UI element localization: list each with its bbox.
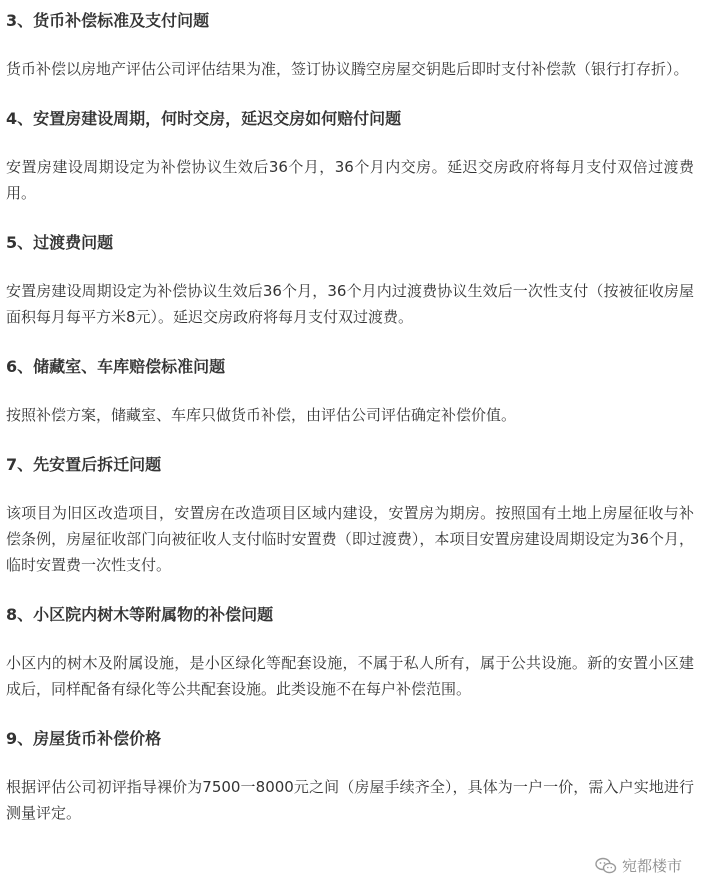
chat-bubble-icon xyxy=(595,857,617,875)
watermark xyxy=(595,855,682,876)
section-body-3: 货币补偿以房地产评估公司评估结果为准，签订协议腾空房屋交钥匙后即时支付补偿款（银行打存折）。 xyxy=(6,60,689,78)
section-body-8: 小区内的树木及附属设施，是小区绿化等配套设施，不属于私人所有，属于公共设施。新的安置小区建成后，同样配备有绿化等公共配套设施。此类设施不在每户补偿范围。 xyxy=(6,654,694,698)
section-title-3: 3、货币补偿标准及支付问题 xyxy=(6,11,210,30)
section-body-9: 根据评估公司初评指导裸价为7500一8000元之间（房屋手续齐全），具体为一户一价，需入户实地进行测量评定。 xyxy=(6,778,694,822)
section-title-4: 4、安置房建设周期，何时交房，延迟交房如何赔付问题 xyxy=(6,109,402,128)
section-body-7: 该项目为旧区改造项目，安置房在改造项目区域内建设，安置房为期房。按照国有土地上房屋征收与补偿条例，房屋征收部门向被征收人支付临时安置费（即过渡费），本项目安置房建设周期设定为36个月，临时安置费一次性支付。 xyxy=(6,504,694,574)
article-content xyxy=(6,8,694,850)
section-body-4: 安置房建设周期设定为补偿协议生效后36个月，36个月内交房。延迟交房政府将每月支付双倍过渡费用。 xyxy=(6,158,694,202)
section-title-6: 6、储藏室、车库赔偿标准问题 xyxy=(6,357,226,376)
section-body-5: 安置房建设周期设定为补偿协议生效后36个月，36个月内过渡费协议生效后一次性支付（按被征收房屋面积每月每平方米8元）。延迟交房政府将每月支付双过渡费。 xyxy=(6,282,694,326)
section-title-9: 9、房屋货币补偿价格 xyxy=(6,729,162,748)
section-title-8: 8、小区院内树木等附属物的补偿问题 xyxy=(6,605,274,624)
watermark-text: 宛都楼市 xyxy=(621,857,682,875)
section-body-6: 按照补偿方案，储藏室、车库只做货币补偿，由评估公司评估确定补偿价值。 xyxy=(6,406,517,424)
section-title-5: 5、过渡费问题 xyxy=(6,233,114,252)
section-title-7: 7、先安置后拆迁问题 xyxy=(6,455,162,474)
